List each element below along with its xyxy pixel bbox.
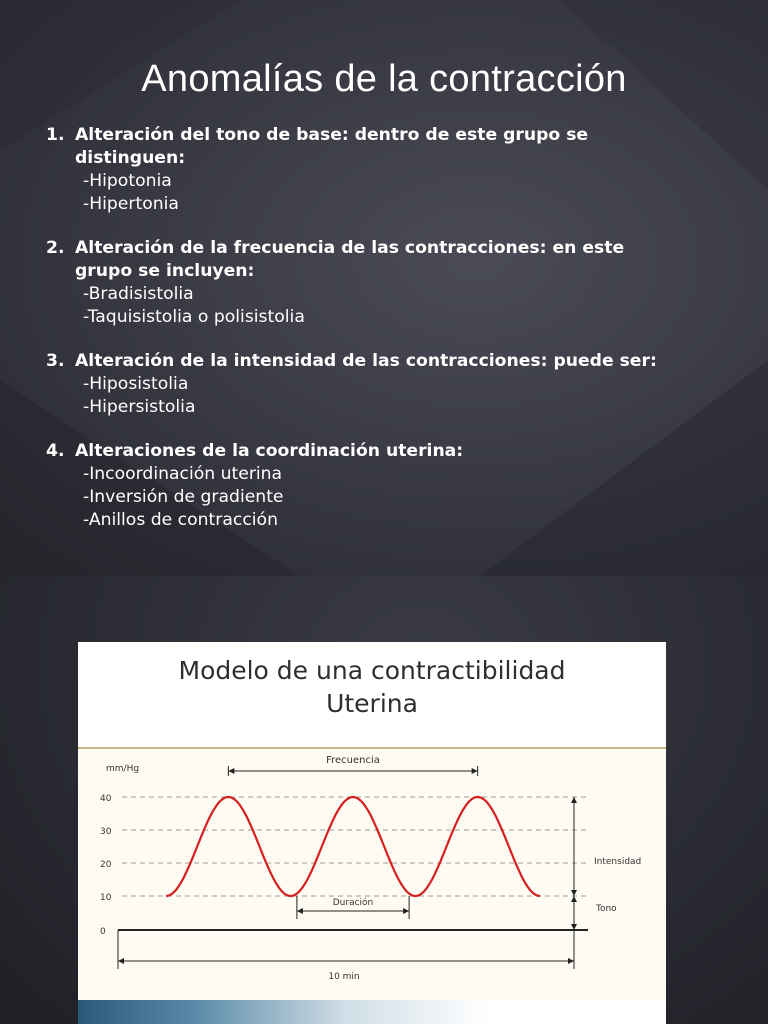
item-sub: -Hiposistolia xyxy=(83,374,189,394)
arrow-head xyxy=(568,958,574,964)
item-sub: -Hipotonia xyxy=(83,171,172,191)
arrow-head xyxy=(297,908,303,914)
anomaly-list xyxy=(46,124,746,553)
item-sub: -Bradisistolia xyxy=(83,284,194,304)
arrow-head xyxy=(571,890,577,896)
decorative-strip xyxy=(78,1000,666,1024)
item-number: 3. xyxy=(46,351,65,371)
y-tick-label: 10 xyxy=(100,893,112,903)
item-heading: Alteración de la intensidad de las contracciones: puede ser: xyxy=(75,351,657,371)
chart-card xyxy=(78,642,666,1024)
y-tick-label: 30 xyxy=(100,827,112,837)
item-heading: Alteración de la frecuencia de las contracciones: en este xyxy=(75,238,625,258)
arrow-head xyxy=(571,797,577,803)
y-tick-label: 20 xyxy=(100,860,112,870)
arrow-head xyxy=(403,908,409,914)
item-sub: -Anillos de contracción xyxy=(83,510,278,530)
slide-modelo xyxy=(0,576,768,1024)
item-sub: -Inversión de gradiente xyxy=(83,487,284,507)
arrow-head xyxy=(118,958,124,964)
item-sub: -Hipertonia xyxy=(83,194,179,214)
list-item xyxy=(46,440,746,532)
y-tick-label: 40 xyxy=(100,794,112,804)
item-heading-cont: grupo se incluyen: xyxy=(75,261,255,281)
item-number: 2. xyxy=(46,238,65,258)
item-sub: -Incoordinación uterina xyxy=(83,464,283,484)
tono-label: Tono xyxy=(596,904,617,914)
time-span-label: 10 min xyxy=(328,972,360,982)
item-number: 1. xyxy=(46,125,65,145)
chart-title: Modelo de una contractibilidad Uterina xyxy=(178,656,566,718)
slide-title: Anomalías de la contracción xyxy=(141,58,627,100)
item-number: 4. xyxy=(46,441,65,461)
chart-svg xyxy=(78,749,666,999)
contraction-chart xyxy=(78,749,666,999)
item-heading: Alteración del tono de base: dentro de este grupo se xyxy=(75,125,589,145)
item-sub: -Taquisistolia o polisistolia xyxy=(83,307,305,327)
item-heading-cont: distinguen: xyxy=(75,148,186,168)
y-tick-label: 0 xyxy=(100,927,106,937)
item-heading: Alteraciones de la coordinación uterina: xyxy=(75,441,464,461)
y-axis-label: mm/Hg xyxy=(106,764,140,774)
contraction-curve xyxy=(166,797,540,896)
list-item xyxy=(46,237,746,329)
duracion-label: Duración xyxy=(332,898,374,908)
arrow-head xyxy=(472,768,478,774)
arrow-head xyxy=(228,768,234,774)
list-item xyxy=(46,350,746,419)
arrow-head xyxy=(571,896,577,902)
list-item xyxy=(46,124,746,216)
frecuencia-label: Frecuencia xyxy=(326,755,380,766)
item-sub: -Hipersistolia xyxy=(83,397,196,417)
intensidad-label: Intensidad xyxy=(594,857,642,867)
